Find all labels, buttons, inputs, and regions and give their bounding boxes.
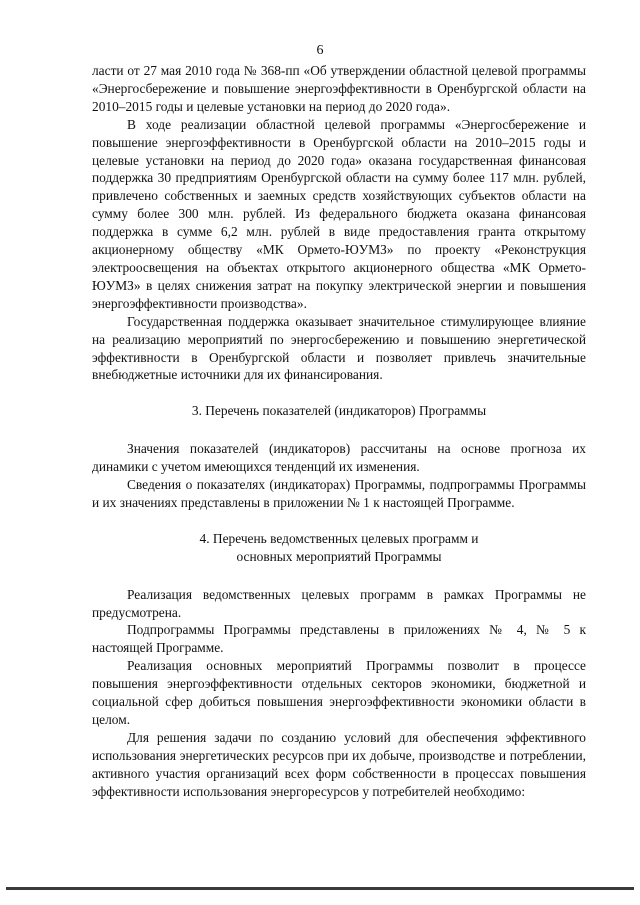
page-number: 6 <box>316 43 324 58</box>
paragraph-continuation: ласти от 27 мая 2010 года № 368-пп «Об утверждении областной целевой программы «Энергосбережение и повышение энергоэффективности в Оренбургской области на 2010–2015 годы и целевые установки на период до 2020 года». <box>92 63 586 114</box>
section-4-paragraph-1: Реализация ведомственных целевых программ в рамках Программы не предусмотрена. <box>92 586 586 620</box>
scan-edge-line <box>6 887 634 890</box>
paragraph-program-implementation: В ходе реализации областной целевой программы «Энергосбережение и повышение энергоэффективности в Оренбургской области на 2010–2015 годы и целевые установки на период до 2020 года» оказана государственная финансовая поддержка 30 предприятиям Оренбургской области на сумму более 117 млн. рублей, привлечено собственных и заемных средств хозяйствующих субъектов области на сумму более 300 млн. рублей. Из федерального бюджета оказана финансовая поддержка в сумме 6,2 млн. рублей в виде предоставления гранта открытому акционерному обществу «МК Ормето-ЮУМЗ» по проекту «Реконструкция электроосвещения на объектах открытого акционерного общества «МК Ормето-ЮУМЗ» в целях снижения затрат на покупку электрической энергии и повышения энергоэффективности производства». <box>92 116 586 311</box>
section-4-paragraph-2: Подпрограммы Программы представлены в приложениях № 4, № 5 к настоящей Программе. <box>92 622 586 656</box>
section-3-paragraph-2: Сведения о показателях (индикаторах) Программы, подпрограммы Программы и их значениях представлены в приложении № 1 к настоящей Программе. <box>92 477 586 510</box>
paragraph-state-support: Государственная поддержка оказывает значительное стимулирующее влияние на реализацию мероприятий по энергосбережению и повышению энергетической эффективности в Оренбургской области и позволяет привлечь значительные внебюджетные источники для их финансирования. <box>92 313 586 383</box>
section-3-paragraph-1: Значения показателей (индикаторов) рассчитаны на основе прогноза их динамики с учетом имеющихся тенденций их изменения. <box>92 441 586 475</box>
section-4-paragraph-3: Реализация основных мероприятий Программы позволит в процессе повышения энергоэффективности отдельных секторов экономики, бюджетной и социальной сфер добиться повышения энергоэффективности экономики области в целом. <box>92 658 586 727</box>
section-4-paragraph-4: Для решения задачи по созданию условий для обеспечения эффективного использования энергетических ресурсов при их добыче, производстве и потреблении, активного участия организаций всех форм собственности в процессах повышения эффективности использования энергоресурсов у потребителей необходимо: <box>92 729 586 799</box>
document-body <box>92 62 586 801</box>
section-4-heading-line-2: основных мероприятий Программы <box>236 548 442 564</box>
section-3-heading: 3. Перечень показателей (индикаторов) Программы <box>191 403 487 419</box>
section-4-heading-line-1: 4. Перечень ведомственных целевых программ и <box>199 530 479 546</box>
